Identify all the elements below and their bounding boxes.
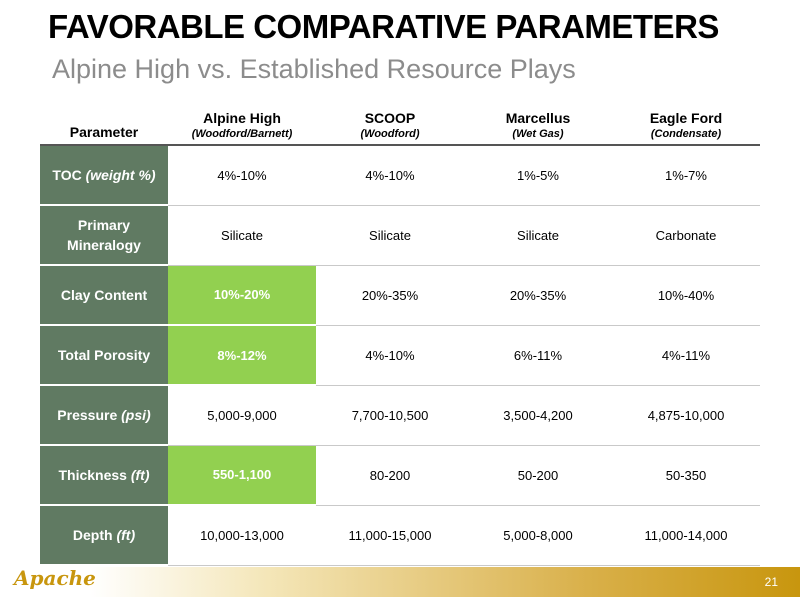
header-sub: (Wet Gas) bbox=[512, 128, 564, 140]
table-cell: 4%-11% bbox=[612, 325, 760, 385]
table-cell: 4%-10% bbox=[316, 145, 464, 205]
row-label-mineralogy bbox=[40, 205, 168, 265]
header-eagle-ford bbox=[612, 98, 760, 145]
header-sub: (Condensate) bbox=[650, 128, 722, 140]
row-label-text: Depth bbox=[72, 527, 117, 543]
row-label-text: TOC bbox=[52, 167, 86, 183]
row-label-text: Primary Mineralogy bbox=[67, 217, 141, 253]
table-cell: 10,000-13,000 bbox=[168, 505, 316, 565]
row-label-porosity bbox=[40, 325, 168, 385]
page-number: 21 bbox=[764, 575, 778, 589]
row-label-unit: (ft) bbox=[116, 527, 136, 543]
row-label-unit: (weight %) bbox=[85, 167, 156, 183]
row-label-text: Clay Content bbox=[60, 287, 148, 303]
row-label-thickness bbox=[40, 445, 168, 505]
apache-logo: Apache bbox=[14, 566, 96, 590]
header-parameter: Parameter bbox=[40, 98, 168, 145]
table-cell: 50-350 bbox=[612, 445, 760, 505]
row-label-unit: (ft) bbox=[130, 467, 150, 483]
row-label-text: Total Porosity bbox=[57, 347, 151, 363]
table-row bbox=[40, 145, 760, 205]
highlighted-cell: 550-1,100 bbox=[168, 445, 316, 505]
header-sub: (Woodford/Barnett) bbox=[191, 128, 293, 140]
header-name: Eagle Ford bbox=[649, 110, 723, 126]
table-cell: Carbonate bbox=[612, 205, 760, 265]
row-label-text: Pressure bbox=[57, 407, 122, 423]
header-sub: (Woodford) bbox=[360, 128, 420, 140]
table-cell: Silicate bbox=[464, 205, 612, 265]
table-cell: 4,875-10,000 bbox=[612, 385, 760, 445]
highlighted-cell: 10%-20% bbox=[168, 265, 316, 325]
highlighted-cell: 8%-12% bbox=[168, 325, 316, 385]
table-cell: 6%-11% bbox=[464, 325, 612, 385]
table-cell: 80-200 bbox=[316, 445, 464, 505]
table-cell: 20%-35% bbox=[464, 265, 612, 325]
row-label-pressure bbox=[40, 385, 168, 445]
table-cell: 7,700-10,500 bbox=[316, 385, 464, 445]
table-cell: Silicate bbox=[168, 205, 316, 265]
comparison-table bbox=[40, 98, 760, 566]
table-row bbox=[40, 265, 760, 325]
table-cell: 5,000-8,000 bbox=[464, 505, 612, 565]
table-row bbox=[40, 325, 760, 385]
table-row bbox=[40, 205, 760, 265]
footer-bar bbox=[90, 567, 800, 597]
table-cell: 1%-7% bbox=[612, 145, 760, 205]
header-name: SCOOP bbox=[364, 110, 416, 126]
header-scoop bbox=[316, 98, 464, 145]
table-row bbox=[40, 385, 760, 445]
row-label-toc bbox=[40, 145, 168, 205]
table-cell: Silicate bbox=[316, 205, 464, 265]
table-cell: 4%-10% bbox=[168, 145, 316, 205]
table-row bbox=[40, 445, 760, 505]
header-alpine-high bbox=[168, 98, 316, 145]
table-cell: 3,500-4,200 bbox=[464, 385, 612, 445]
row-label-depth bbox=[40, 505, 168, 565]
page-title: FAVORABLE COMPARATIVE PARAMETERS bbox=[48, 8, 719, 45]
table-cell: 50-200 bbox=[464, 445, 612, 505]
row-label-text: Thickness bbox=[58, 467, 131, 483]
table-cell: 10%-40% bbox=[612, 265, 760, 325]
header-marcellus bbox=[464, 98, 612, 145]
page-subtitle: Alpine High vs. Established Resource Plays bbox=[52, 54, 576, 84]
row-label-clay bbox=[40, 265, 168, 325]
table-cell: 4%-10% bbox=[316, 325, 464, 385]
table-cell: 11,000-14,000 bbox=[612, 505, 760, 565]
table-row bbox=[40, 505, 760, 565]
table-cell: 11,000-15,000 bbox=[316, 505, 464, 565]
table-cell: 5,000-9,000 bbox=[168, 385, 316, 445]
header-name: Marcellus bbox=[505, 110, 571, 126]
header-name: Alpine High bbox=[203, 110, 281, 126]
row-label-unit: (psi) bbox=[121, 407, 151, 423]
table-cell: 20%-35% bbox=[316, 265, 464, 325]
table-header-row bbox=[40, 98, 760, 145]
table-cell: 1%-5% bbox=[464, 145, 612, 205]
